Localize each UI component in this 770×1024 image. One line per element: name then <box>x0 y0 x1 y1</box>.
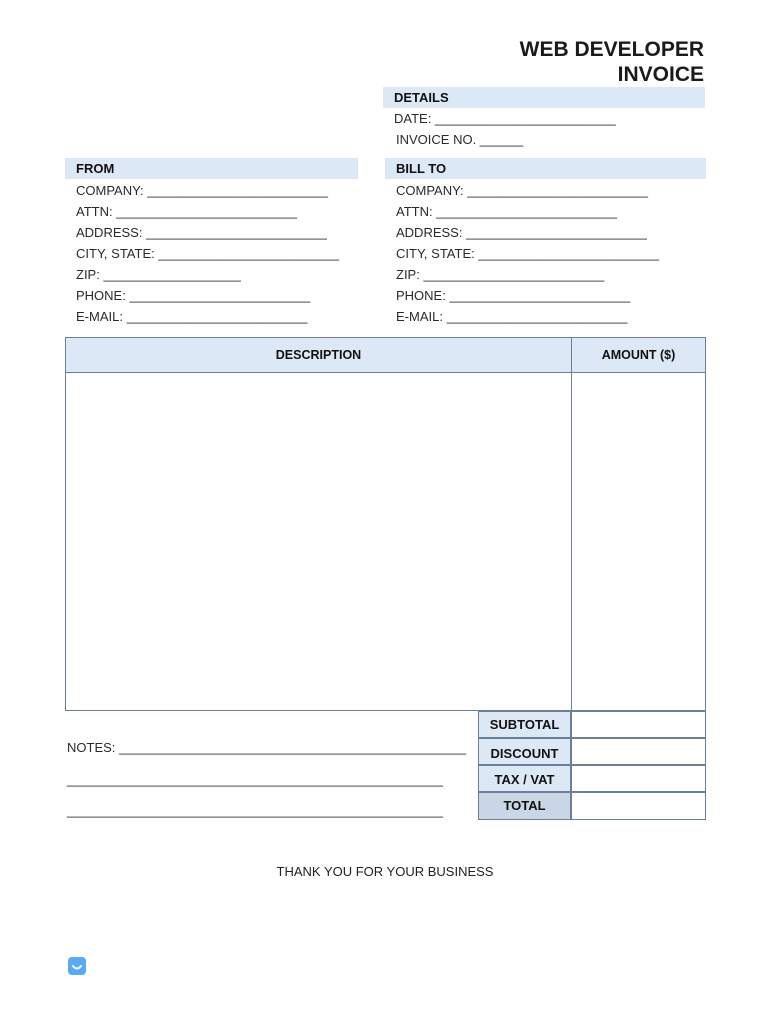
from-company-field[interactable]: COMPANY: _________________________ <box>76 183 329 198</box>
invoice-title-line2: INVOICE <box>617 63 704 86</box>
notes-line-1[interactable] <box>67 740 466 755</box>
notes-line-1-blank: : ________________________________________________ <box>111 740 467 755</box>
details-heading: DETAILS <box>383 87 705 108</box>
date-field[interactable]: DATE: _________________________ <box>394 111 616 126</box>
from-city-state-field[interactable]: CITY, STATE: _________________________ <box>76 246 340 261</box>
from-email-field[interactable]: E-MAIL: _________________________ <box>76 309 308 324</box>
bill-to-email-field[interactable]: E-MAIL: _________________________ <box>396 309 628 324</box>
line-items-table <box>65 337 706 711</box>
from-zip-field[interactable]: ZIP: ___________________ <box>76 267 241 282</box>
from-phone-field[interactable]: PHONE: _________________________ <box>76 288 311 303</box>
tax-label: TAX / VAT <box>478 765 571 792</box>
brand-logo-icon <box>68 957 86 975</box>
discount-label: DISCOUNT <box>478 738 571 765</box>
invoice-number-field[interactable]: INVOICE NO. ______ <box>396 132 524 147</box>
total-label: TOTAL <box>478 792 571 820</box>
from-attn-field[interactable]: ATTN: _________________________ <box>76 204 297 219</box>
subtotal-label: SUBTOTAL <box>478 711 571 738</box>
table-row <box>66 373 706 711</box>
from-heading: FROM <box>65 158 358 179</box>
bill-to-heading: BILL TO <box>385 158 706 179</box>
notes-label: NOTES <box>67 740 112 755</box>
notes-line-2[interactable]: ____________________________________________________ <box>67 772 443 787</box>
description-cell[interactable] <box>66 373 572 711</box>
bill-to-city-state-field[interactable]: CITY, STATE: _________________________ <box>396 246 660 261</box>
bill-to-phone-field[interactable]: PHONE: _________________________ <box>396 288 631 303</box>
bill-to-zip-field[interactable]: ZIP: _________________________ <box>396 267 605 282</box>
bill-to-address-field[interactable]: ADDRESS: _________________________ <box>396 225 647 240</box>
total-value[interactable] <box>571 792 706 820</box>
thank-you-message: THANK YOU FOR YOUR BUSINESS <box>276 864 494 879</box>
discount-value[interactable] <box>571 738 706 765</box>
bill-to-company-field[interactable]: COMPANY: _________________________ <box>396 183 649 198</box>
table-header-row <box>66 338 706 373</box>
description-column-header: DESCRIPTION <box>66 338 572 373</box>
invoice-title-line1: WEB DEVELOPER <box>519 38 704 61</box>
notes-line-3[interactable]: ____________________________________________________ <box>67 803 443 818</box>
tax-value[interactable] <box>571 765 706 792</box>
subtotal-value[interactable] <box>571 711 706 738</box>
amount-cell[interactable] <box>572 373 706 711</box>
bill-to-attn-field[interactable]: ATTN: _________________________ <box>396 204 617 219</box>
amount-column-header: AMOUNT ($) <box>572 338 706 373</box>
from-address-field[interactable]: ADDRESS: _________________________ <box>76 225 327 240</box>
